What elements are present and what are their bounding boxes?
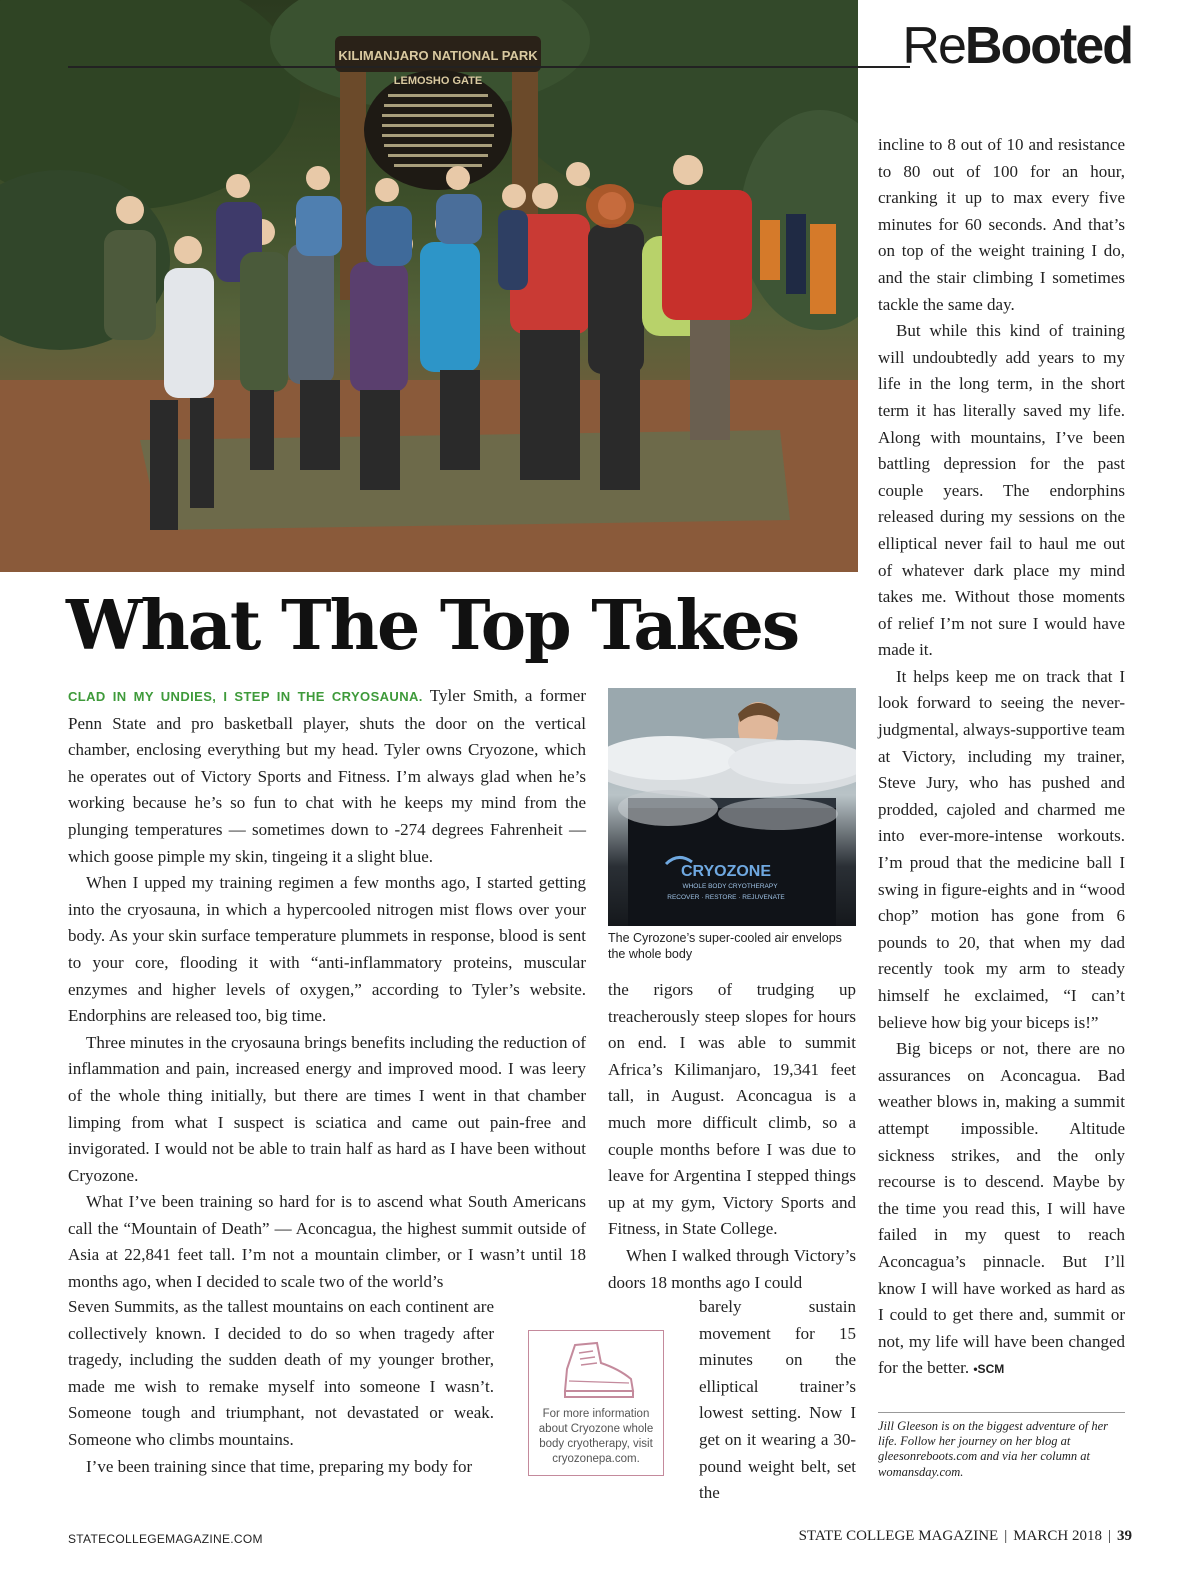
column-1-bottom <box>68 1294 494 1480</box>
paragraph-4-continued: Seven Summits, as the tallest mountains on each continent are collectively known. I decided to do so when tragedy after tragedy, including the sudden death of my younger brother, made me wish to remake myself into someone I wasn’t. Someone tough and triumphant, not devastated or weak. Someone who climbs mountains. <box>68 1297 494 1449</box>
cryozone-promo-box <box>528 1330 664 1476</box>
hero-photo <box>0 0 858 572</box>
footer-issue: MARCH 2018 <box>1013 1528 1102 1544</box>
logo-bold: Booted <box>964 17 1132 75</box>
col3-paragraph-2: But while this kind of training will undoubtedly add years to my life in the long term, in the short term it has literally saved my life. Along with mountains, I’ve been battling depression for the past couple years. The endorphins released during my sessions on the elliptical never fail to haul me out of whatever dark place my mind takes me. Without those moments of relief I’m not sure I would have made it. <box>878 321 1125 660</box>
col3-paragraph-3: It helps keep me on track that I look forward to seeing the never-judgmental, always-supportive team at Victory, including my trainer, Steve Jury, who has pushed and prodded, cajoled and charmed me into ever-more-intense workouts. I’m proud that the medicine ball I swing in figure-eights and in “wood chop” motion has gone from 6 pounds to 20, that when my dad recently took my arm to steady himself he exclaimed, “I can’t believe how big your biceps is!” <box>878 666 1125 1032</box>
promo-text: For more information about Cryozone whole body cryotherapy, visit cryozonepa.com. <box>538 1408 654 1465</box>
column-2-top <box>608 977 856 1296</box>
cryozone-illustration <box>608 688 856 926</box>
paragraph-3: Three minutes in the cryosauna brings benefits including the reduction of inflammation and pain, increased energy and improved mood. I was leery of the whole thing initially, but there are times I went in that chamber limping from what I suspect is sciatica and came out pain-free and invigorated. I would not be able to train half as hard as I have been without Cryozone. <box>68 1032 586 1185</box>
cryozone-photo <box>608 688 856 926</box>
footer-separator: | <box>1004 1528 1008 1544</box>
sign-title: KILIMANJARO NATIONAL PARK <box>338 48 538 63</box>
col3-paragraph-1: incline to 8 out of 10 and resistance to 80 out of 100 for an hour, cranking it up to max every five minutes for 60 seconds. And that’s on top of the weight training I do, and the stair climbing I sometimes tackle the same day. <box>878 135 1125 314</box>
header-rule <box>68 66 910 68</box>
paragraph-2: When I upped my training regimen a few months ago, I started getting into the cryosauna, in which a hypercooled nitrogen mist flows over your body. As your skin surface temperature plummets in response, blood is sent to your core, flooding it with “anti-inflammatory proteins, muscular enzymes and higher levels of oxygen,” according to Tyler’s website. Endorphins are released too, big time. <box>68 873 586 1026</box>
article-title: What The Top Takes <box>66 586 799 666</box>
hiking-boot-icon <box>557 1339 637 1403</box>
col2-paragraph-1: the rigors of trudging up treacherously steep slopes for hours on end. I was able to summit Africa’s Kilimanjaro, 19,341 feet tall, in August. Aconcagua is a much more difficult climb, so a couple months before I was due to leave for Argentina I stepped things up at my gym, Victory Sports and Fitness, in State College. <box>608 980 856 1239</box>
photo-caption: The Cyrozone’s super-cooled air envelops the whole body <box>608 931 842 961</box>
column-1-top <box>68 683 586 1296</box>
footer-magazine: STATE COLLEGE MAGAZINE <box>798 1528 999 1544</box>
col3-paragraph-4-text: Big biceps or not, there are no assurances on Aconcagua. Bad weather blows in, making a summit attempt impossible. Altitude sickness strikes, and the only recourse is to descend. Maybe by the time you read this, I will have failed in my quest to reach Aconcagua’s pinnacle. But I’ll know I will have worked as hard as I could to get there and, summit or not, my life will have been changed for the better. <box>878 1039 1125 1378</box>
col2-paragraph-2: When I walked through Victory’s doors 18 months ago I could <box>608 1245 856 1292</box>
logo-light: Re <box>902 17 965 75</box>
column-2-bottom <box>699 1294 856 1507</box>
cryozone-brand-sub: WHOLE BODY CRYOTHERAPY <box>682 883 778 890</box>
footer-folio <box>799 1528 1132 1545</box>
footer-separator-2: | <box>1107 1528 1111 1544</box>
author-bio: Jill Gleeson is on the biggest adventure of her life. Follow her journey on her blog at gleesonreboots.com and via her column at womansday.com. <box>878 1419 1109 1479</box>
cryozone-tagline: RECOVER · RESTORE · REJUVENATE <box>667 894 785 901</box>
hero-photo-illustration <box>0 0 858 572</box>
rebooted-logo <box>902 14 1132 78</box>
cryozone-brand: CRYOZONE <box>680 863 772 880</box>
column-3 <box>878 132 1125 1383</box>
paragraph-5: I’ve been training since that time, preparing my body for <box>86 1456 473 1476</box>
paragraph-1-text: Tyler Smith, a former Penn State and pro basketball player, shuts the door on the vertical chamber, enclosing everything but my head. Tyler owns Cryozone, which he operates out of Victory Sports and Fitness. I’m always glad when he’s working because he’s so fun to chat with he keeps my mind from the plunging temperatures — sometimes down to -274 degrees Fahrenheit — which goose pimple my skin, tingeing it a slight blue. <box>68 686 586 866</box>
lead-in: CLAD IN MY UNDIES, I STEP IN THE CRYOSAUNA. <box>68 689 423 704</box>
paragraph-1 <box>68 683 586 870</box>
paragraph-4: What I’ve been training so hard for is to ascend what South Americans call the “Mountain of Death” — Aconcagua, the highest summit outside of Asia at 22,841 feet tall. I’m not a mountain climber, or I wasn’t until 18 months ago, when I decided to scale two of the world’s <box>68 1192 586 1292</box>
footer-site-link[interactable]: STATECOLLEGEMAGAZINE.COM <box>68 1532 263 1546</box>
col3-paragraph-4 <box>878 1036 1125 1383</box>
sign-gate: LEMOSHO GATE <box>393 75 483 87</box>
end-mark: •SCM <box>973 1362 1005 1377</box>
bio-divider <box>878 1412 1125 1413</box>
col2-paragraph-2-continued: barely sustain movement for 15 minutes on the elliptical trainer’s lowest setting. Now I get on it wearing a 30-pound weight belt, set the <box>699 1297 856 1503</box>
page-number: 39 <box>1117 1528 1132 1544</box>
